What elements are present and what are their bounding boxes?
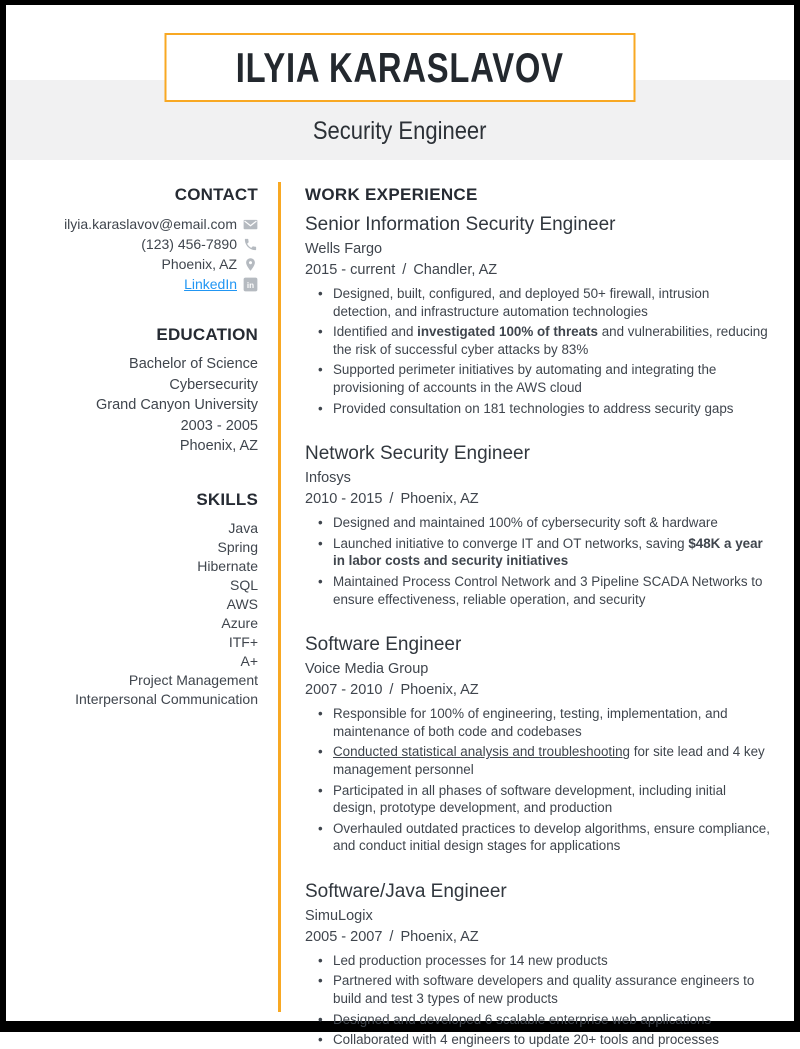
bullet-text-segment: and vulnerabilities, reducing the risk of successful cyber attacks by 83% bbox=[333, 324, 768, 357]
job-entry bbox=[305, 634, 770, 855]
contact-item-text: Phoenix, AZ bbox=[161, 256, 237, 272]
job-subtitle: Security Engineer bbox=[313, 116, 487, 145]
skills-section bbox=[6, 490, 258, 709]
contact-item-text: ilyia.karaslavov@email.com bbox=[64, 216, 237, 232]
contact-item bbox=[6, 254, 258, 274]
skill-item: AWS bbox=[226, 595, 258, 612]
bullet-item bbox=[305, 1031, 770, 1049]
education-line: Grand Canyon University bbox=[96, 397, 258, 413]
bullet-text-segment: Provided consultation on 181 technologies to address security gaps bbox=[333, 400, 734, 416]
job-meta bbox=[305, 491, 770, 507]
bullet-item bbox=[305, 1011, 770, 1029]
skill-item: ITF+ bbox=[228, 633, 258, 650]
contact-item bbox=[6, 234, 258, 254]
bullet-item bbox=[305, 782, 770, 817]
bullet-item bbox=[305, 400, 770, 418]
contact-item-text: (123) 456-7890 bbox=[141, 236, 237, 252]
skills-list bbox=[6, 519, 258, 709]
linkedin-link[interactable]: LinkedIn bbox=[184, 276, 237, 292]
job-company: Wells Fargo bbox=[305, 241, 383, 257]
job-bullets bbox=[305, 952, 770, 1049]
job-location: Chandler, AZ bbox=[413, 262, 498, 278]
bullet-item bbox=[305, 535, 770, 570]
job-meta bbox=[305, 929, 770, 945]
job-bullets bbox=[305, 285, 770, 417]
job-title: Network Security Engineer bbox=[305, 443, 530, 465]
bullet-text-segment: Identified and bbox=[333, 324, 418, 340]
job-meta-separator: / bbox=[389, 682, 394, 699]
skill-item: SQL bbox=[229, 576, 258, 593]
job-entry bbox=[305, 881, 770, 1049]
contact-heading: CONTACT bbox=[174, 185, 258, 204]
education-line: Cybersecurity bbox=[169, 376, 258, 393]
job-location: Phoenix, AZ bbox=[400, 928, 479, 945]
skill-item: Spring bbox=[217, 538, 258, 555]
bullet-text-segment: Launched initiative to converge IT and OT networks, saving bbox=[333, 535, 689, 551]
skills-heading: SKILLS bbox=[196, 489, 258, 509]
job-meta-separator: / bbox=[402, 262, 407, 278]
job-dates: 2005 - 2007 bbox=[305, 928, 383, 945]
bullet-text-segment: Supported perimeter initiatives by automating and integrating the provisioning of accounts in the AWS cloud bbox=[333, 362, 717, 395]
job-title: Senior Information Security Engineer bbox=[305, 214, 616, 235]
skill-item: Java bbox=[228, 519, 258, 536]
education-line: Bachelor of Science bbox=[129, 356, 258, 372]
contact-item bbox=[6, 274, 258, 294]
envelope-icon bbox=[243, 217, 258, 232]
skill-item: Azure bbox=[221, 614, 258, 631]
bullet-text-segment: Responsible for 100% of engineering, testing, implementation, and maintenance of both code and codebases bbox=[333, 706, 728, 739]
bullet-item bbox=[305, 361, 770, 396]
bullet-text-segment: $48K a year in labor costs and security initiatives bbox=[333, 535, 763, 569]
skill-item: Hibernate bbox=[197, 557, 258, 574]
contact-section bbox=[6, 185, 258, 294]
bullet-item bbox=[305, 972, 770, 1007]
bullet-item bbox=[305, 323, 770, 358]
education-line: Phoenix, AZ bbox=[179, 438, 258, 454]
job-company: Voice Media Group bbox=[305, 661, 429, 678]
job-entry bbox=[305, 214, 770, 417]
job-dates: 2015 - current bbox=[305, 262, 396, 278]
bullet-text-segment: Designed and maintained 100% of cybersecurity soft & hardware bbox=[333, 515, 718, 531]
bullet-text-segment: Designed, built, configured, and deployed 50+ firewall, intrusion detection, and infrastructure automation technologies bbox=[333, 286, 710, 319]
education-section bbox=[6, 325, 258, 457]
skill-item: Interpersonal Communication bbox=[75, 690, 258, 707]
education-line: 2003 - 2005 bbox=[180, 417, 258, 434]
resume-header bbox=[6, 5, 794, 160]
contact-item bbox=[6, 214, 258, 234]
bullet-text-segment: Designed and developed 6 scalable enterprise web applications bbox=[333, 1011, 712, 1027]
bullet-item bbox=[305, 743, 770, 778]
bullet-item bbox=[305, 705, 770, 740]
job-meta bbox=[305, 262, 770, 278]
education-lines bbox=[6, 354, 258, 457]
bullet-item bbox=[305, 820, 770, 855]
bullet-text-segment: Partnered with software developers and quality assurance engineers to build and test 3 types of new products bbox=[333, 973, 755, 1007]
job-meta-separator: / bbox=[389, 491, 394, 508]
bullet-text-segment: Participated in all phases of software development, including initial design, prototype development, and production bbox=[333, 782, 727, 816]
skill-item: A+ bbox=[240, 652, 258, 669]
job-location: Phoenix, AZ bbox=[400, 682, 479, 699]
job-meta bbox=[305, 682, 770, 698]
sidebar bbox=[6, 160, 278, 1026]
job-meta-separator: / bbox=[389, 928, 394, 945]
bullet-text-segment: Collaborated with 4 engineers to update 20+ tools and processes bbox=[333, 1032, 719, 1048]
phone-icon bbox=[243, 237, 258, 252]
linkedin-icon bbox=[243, 277, 258, 292]
job-dates: 2007 - 2010 bbox=[305, 682, 383, 699]
job-company: SimuLogix bbox=[305, 907, 373, 924]
contact-list bbox=[6, 214, 258, 294]
resume-body bbox=[6, 160, 794, 1048]
skill-item: Project Management bbox=[128, 671, 258, 688]
job-title: Software/Java Engineer bbox=[305, 880, 507, 902]
bullet-text-segment: Led production processes for 14 new products bbox=[333, 952, 608, 968]
bullet-item bbox=[305, 952, 770, 970]
job-bullets bbox=[305, 514, 770, 608]
svg-text:in: in bbox=[246, 280, 255, 290]
bullet-item bbox=[305, 285, 770, 320]
work-experience-section bbox=[281, 160, 794, 1048]
name-box bbox=[165, 33, 636, 102]
candidate-name: ILYIA KARASLAVOV bbox=[236, 43, 564, 91]
bullet-item bbox=[305, 573, 770, 608]
job-dates: 2010 - 2015 bbox=[305, 491, 383, 508]
bullet-text-segment: Overhauled outdated practices to develop algorithms, ensure compliance, and conduct initial design stages for applications bbox=[333, 820, 770, 854]
location-pin-icon bbox=[243, 257, 258, 272]
bullet-text-segment: Conducted statistical analysis and troubleshooting bbox=[333, 744, 631, 760]
bullet-text-segment: investigated 100% of threats bbox=[417, 324, 598, 340]
job-list bbox=[305, 214, 770, 1049]
bullet-text-segment: for site lead and 4 key management personnel bbox=[333, 744, 765, 777]
bullet-item bbox=[305, 514, 770, 532]
education-heading: EDUCATION bbox=[156, 325, 258, 344]
job-location: Phoenix, AZ bbox=[400, 491, 479, 508]
job-title: Software Engineer bbox=[305, 634, 462, 656]
job-entry bbox=[305, 443, 770, 608]
job-company: Infosys bbox=[305, 470, 351, 487]
job-bullets bbox=[305, 705, 770, 855]
bullet-text-segment: Maintained Process Control Network and 3 Pipeline SCADA Networks to ensure effectiveness, reliable operation, and security bbox=[333, 573, 763, 607]
work-experience-heading: WORK EXPERIENCE bbox=[305, 185, 478, 204]
